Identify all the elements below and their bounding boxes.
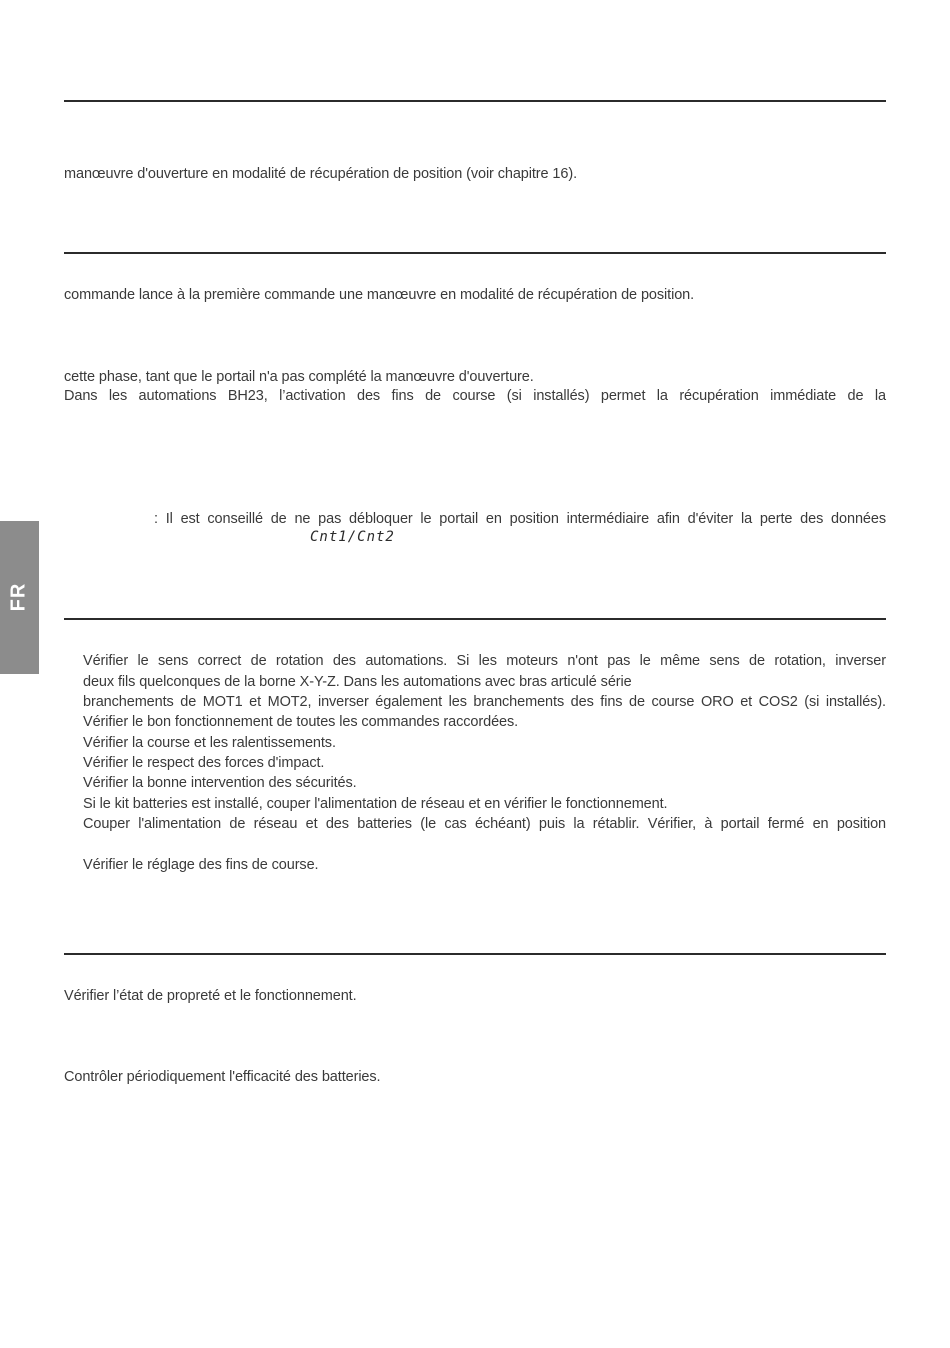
list-item: Couper l'alimentation de réseau et des batteries (le cas échéant) puis la rétablir. Vérifier, à portail fermé en position [83,816,886,832]
list-item: Vérifier le bon fonctionnement de toutes les commandes raccordées. [83,714,519,730]
section-divider [64,252,886,254]
list-item: Vérifier la course et les ralentissements. [83,735,336,751]
section-divider [64,100,886,102]
language-tab-label: FR [7,582,30,612]
section-divider [64,953,886,955]
paragraph: Vérifier l’état de propreté et le fonctionnement. [64,988,357,1004]
paragraph: Dans les automations BH23, l’activation des fins de course (si installés) permet la récupération immédiate de la [64,388,886,404]
list-item: Vérifier le sens correct de rotation des automations. Si les moteurs n'ont pas le même sens de rotation, inverser [83,653,886,669]
section-divider [64,618,886,620]
list-item: Vérifier le respect des forces d'impact. [83,755,325,771]
list-item: Si le kit batteries est installé, couper l'alimentation de réseau et en vérifier le fonctionnement. [83,796,668,812]
list-item: Vérifier le réglage des fins de course. [83,857,319,873]
paragraph: cette phase, tant que le portail n'a pas complété la manœuvre d'ouverture. [64,369,534,385]
paragraph: manœuvre d'ouverture en modalité de récupération de position (voir chapitre 16). [64,166,578,182]
display-code: Cnt1/Cnt2 [310,529,395,545]
list-item: branchements de MOT1 et MOT2, inverser également les branchements des fins de course ORO et COS2 (si installés). [83,694,886,710]
list-item: deux fils quelconques de la borne X-Y-Z. Dans les automations avec bras articulé série [83,674,632,690]
paragraph: Contrôler périodiquement l'efficacité des batteries. [64,1069,381,1085]
note-text: : Il est conseillé de ne pas débloquer le portail en position intermédiaire afin d'éviter la perte des données [154,511,886,527]
paragraph: commande lance à la première commande une manœuvre en modalité de récupération de position. [64,287,695,303]
list-item: Vérifier la bonne intervention des sécurités. [83,775,357,791]
